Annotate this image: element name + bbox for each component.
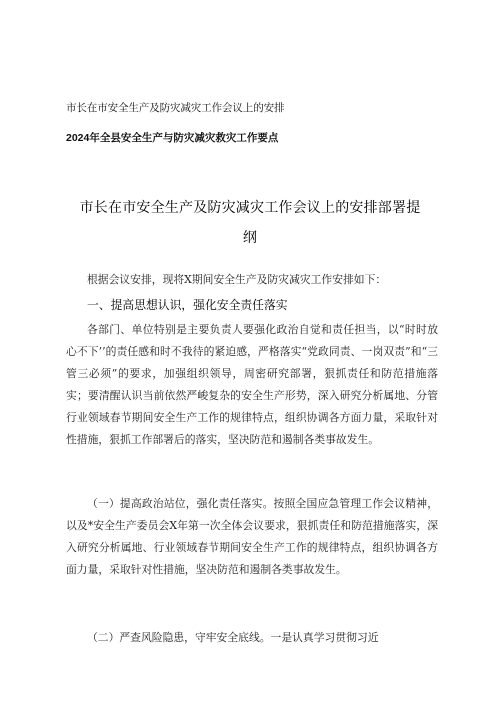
doc-title-line-2: 纲	[242, 230, 258, 246]
section-1-paragraph-block	[66, 319, 438, 451]
doc-header-line-2: 2024年全县安全生产与防灾减灾救灾工作要点	[66, 132, 279, 144]
section-1-heading: 一、提高思想认识，强化安全责任落实	[87, 298, 288, 312]
intro-paragraph: 根据会议安排，现将X期间安全生产及防灾减灾工作安排如下：	[87, 273, 387, 286]
subsection-1-block	[66, 493, 438, 581]
doc-title-line-1: 市长在市安全生产及防灾减灾工作会议上的安排部署提	[79, 200, 421, 216]
intro-paragraph-block	[66, 269, 438, 291]
subsection-1-paragraph: （一）提高政治站位，强化责任落实。按照全国应急管理工作会议精神，以及*安全生产委员会X年第一次全体会议要求，狠抓责任和防范措施落实，深入研究分析属地、行业领域春节期间安全生产工作的规律特点，组织协调各方面力量，采取针对性措施，坚决防范和遏制各类事故发生。	[66, 497, 438, 576]
doc-header-line-1: 市长在市安全生产及防灾减灾工作会议上的安排	[66, 102, 285, 114]
section-1-paragraph: 各部门、单位特别是主要负责人要强化政治自觉和责任担当，以“时时放心不下’’的责任感和时不我待的紧迫感，严格落实“党政同责、一岗双责”和“三管三必须”的要求，加强组织领导，周密研究部署，狠抓责任和防范措施落实；要清醒认识当前依然严峻复杂的安全生产形势，深入研究分析属地、分管行业领域春节期间安全生产工作的规律特点，组织协调各方面力量，采取针对性措施，狠抓工作部署后的落实，坚决防范和遏制各类事故发生。	[66, 323, 438, 446]
section-1-block	[66, 294, 438, 316]
subsection-2-block	[66, 627, 438, 649]
subsection-2-paragraph: （二）严查风险隐患，守牢安全底线。一是认真学习贯彻习近	[87, 631, 379, 644]
